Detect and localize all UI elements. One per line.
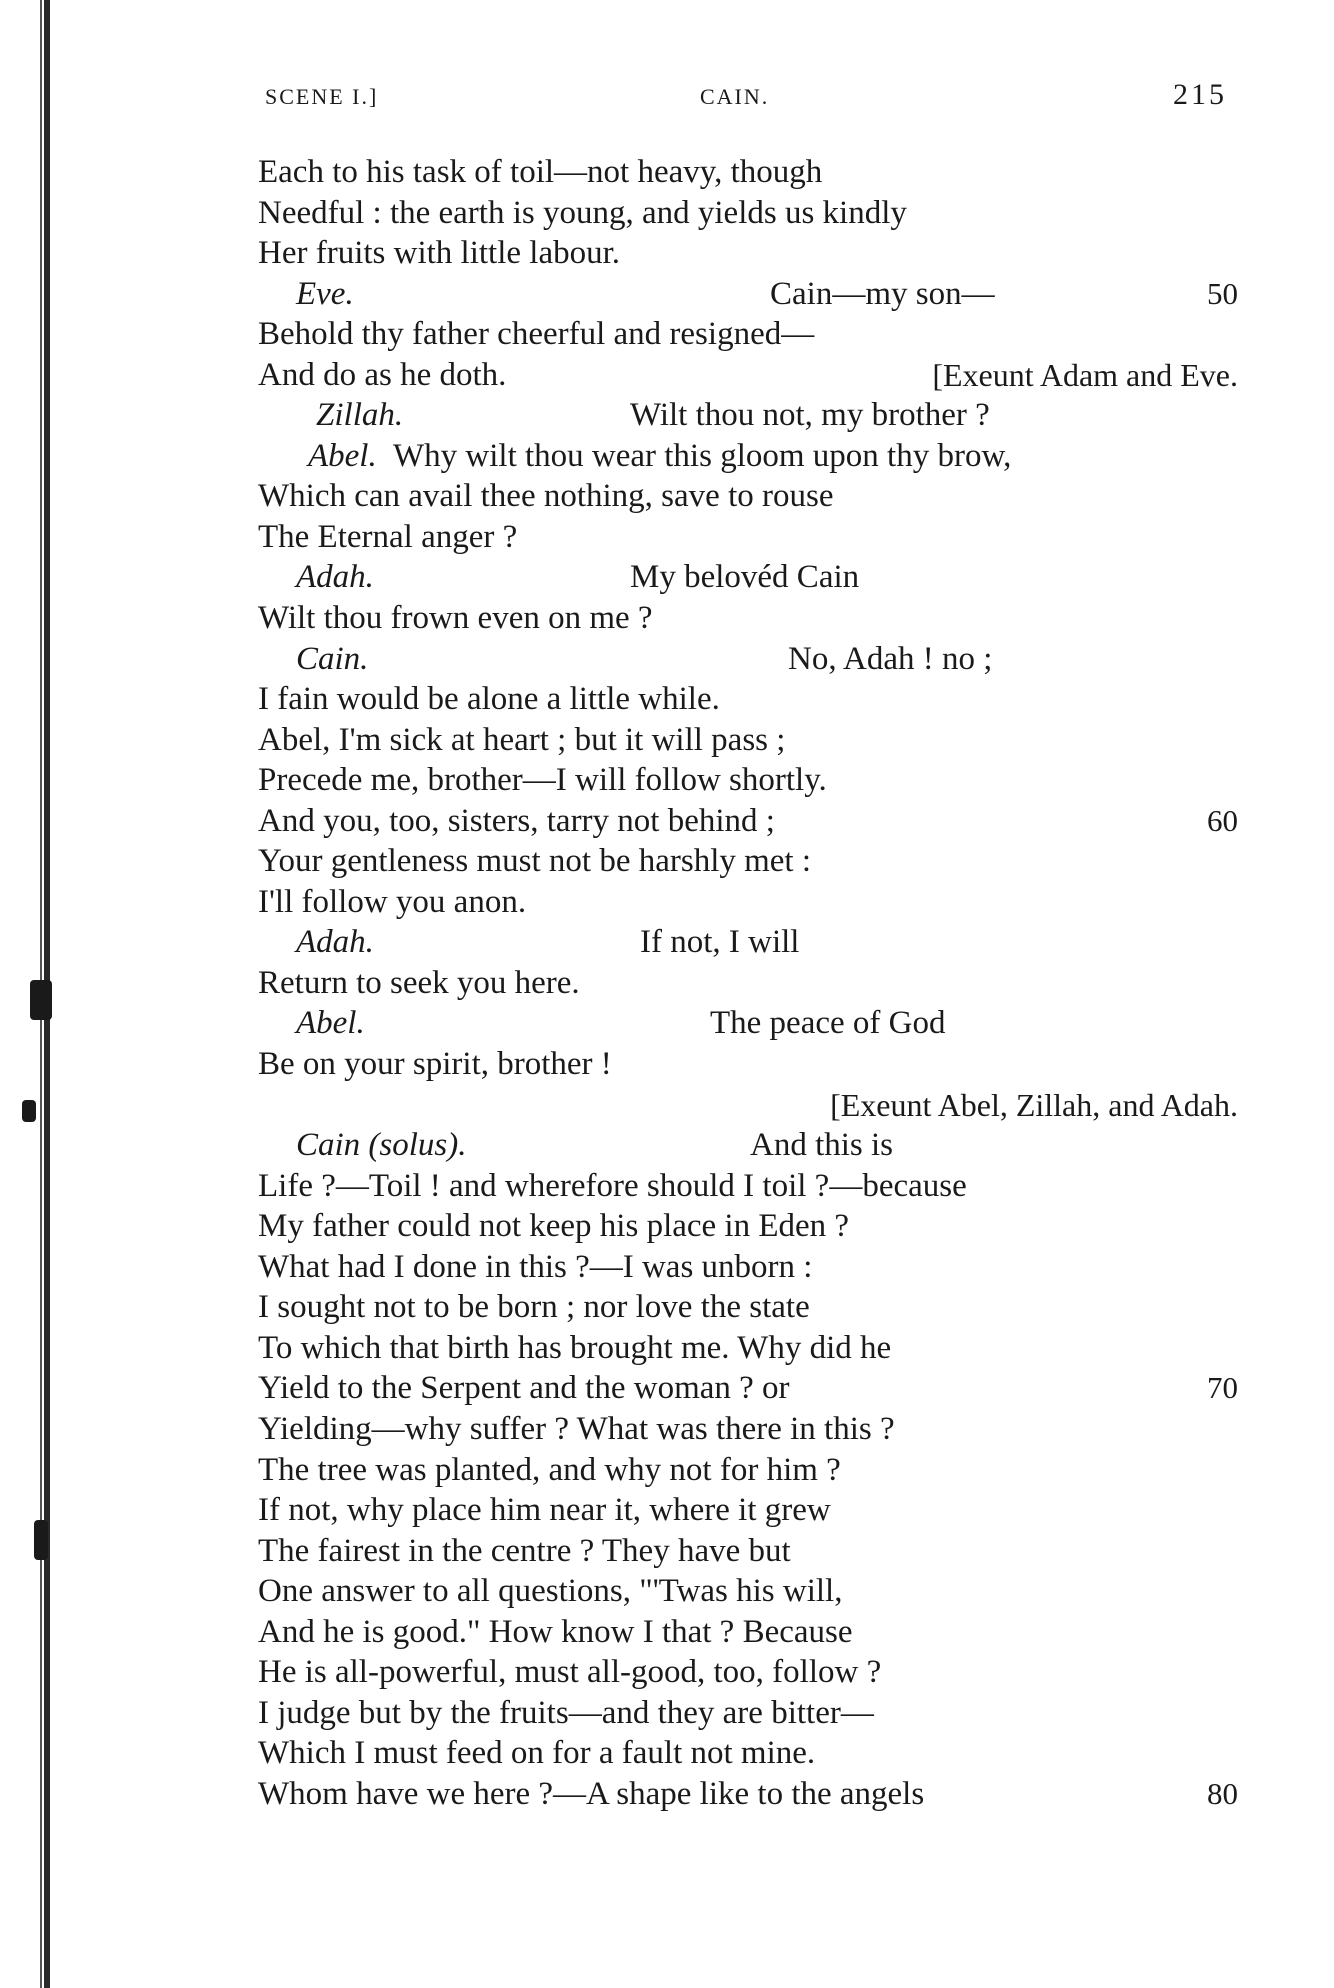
verse-line: If not, why place him near it, where it grew xyxy=(258,1492,831,1529)
verse-line: And do as he doth. [Exeunt Adam and Eve. xyxy=(258,355,1238,396)
verse-line: Your gentleness must not be harshly met : xyxy=(258,843,812,880)
ink-blot xyxy=(34,1520,48,1560)
stage-direction: [Exeunt Abel, Zillah, and Adah. xyxy=(830,1086,1238,1123)
verse-line: To which that birth has brought me. Why did he xyxy=(258,1329,892,1366)
verse-line: Eve. Cain—my son— 50 xyxy=(258,274,1238,315)
speaker-name: Eve. xyxy=(296,275,354,312)
verse-line: Yielding—why suffer ? What was there in this ? xyxy=(258,1410,895,1447)
verse-line: I'll follow you anon. xyxy=(258,883,527,920)
speaker-name: Zillah. xyxy=(316,397,404,434)
verse-line: Adah. My belovéd Cain xyxy=(258,557,1238,598)
verse-line: Zillah. Wilt thou not, my brother ? xyxy=(258,395,1238,436)
line-number: 80 xyxy=(1207,1775,1238,1811)
verse-line: Which can avail thee nothing, save to rouse xyxy=(258,478,834,515)
verse-line: My father could not keep his place in Eden ? xyxy=(258,1208,850,1245)
verse-line: Her fruits with little labour. xyxy=(258,235,621,272)
ink-blot xyxy=(30,980,52,1020)
verse-line: Cain. No, Adah ! no ; xyxy=(258,639,1238,680)
verse-line: Behold thy father cheerful and resigned— xyxy=(258,316,815,353)
verse-line: And he is good." How know I that ? Because xyxy=(258,1613,853,1650)
verse-line: Life ?—Toil ! and wherefore should I toil ?—because xyxy=(258,1167,967,1204)
verse-line: Whom have we here ?—A shape like to the angels 80 xyxy=(258,1774,1238,1815)
verse-line: Cain (solus). And this is xyxy=(258,1125,1238,1166)
verse-line: Which I must feed on for a fault not mine. xyxy=(258,1735,816,1772)
line-number: 60 xyxy=(1207,802,1238,838)
running-header xyxy=(265,78,1227,118)
stage-direction: [Exeunt Adam and Eve. xyxy=(932,356,1238,393)
verse-line: I fain would be alone a little while. xyxy=(258,681,720,718)
speaker-name: Adah. xyxy=(296,924,374,961)
speaker-name: Adah. xyxy=(296,559,374,596)
play-title: CAIN. xyxy=(700,84,770,109)
speaker-name: Abel. xyxy=(296,1005,365,1042)
verse-line: Abel, I'm sick at heart ; but it will pass ; xyxy=(258,721,786,758)
verse-line: The Eternal anger ? xyxy=(258,518,518,555)
verse-line: What had I done in this ?—I was unborn : xyxy=(258,1248,813,1285)
verse-line: Abel. Why wilt thou wear this gloom upon thy brow, xyxy=(258,436,1238,477)
verse-line: Adah. If not, I will xyxy=(258,922,1238,963)
verse-text xyxy=(258,152,1238,1814)
verse-line: And you, too, sisters, tarry not behind ; 60 xyxy=(258,801,1238,842)
verse-line: The tree was planted, and why not for him ? xyxy=(258,1451,841,1488)
verse-line: Wilt thou frown even on me ? xyxy=(258,600,653,637)
verse-line: I sought not to be born ; nor love the state xyxy=(258,1289,810,1326)
speaker-name: Cain (solus). xyxy=(296,1127,467,1164)
page-number: 215 xyxy=(1173,78,1227,111)
speaker-name: Abel. xyxy=(308,437,377,474)
verse-line: Abel. The peace of God xyxy=(258,1003,1238,1044)
verse-line: Needful : the earth is young, and yields us kindly xyxy=(258,194,907,231)
line-number: 50 xyxy=(1207,275,1238,311)
verse-line: I judge but by the fruits—and they are bitter— xyxy=(258,1694,874,1731)
ink-blot xyxy=(22,1100,36,1122)
line-number: 70 xyxy=(1207,1370,1238,1406)
speaker-name: Cain. xyxy=(296,640,369,677)
verse-line: Each to his task of toil—not heavy, though xyxy=(258,154,823,190)
verse-line: One answer to all questions, "'Twas his will, xyxy=(258,1573,843,1610)
verse-line xyxy=(258,1085,1238,1126)
verse-line: Return to seek you here. xyxy=(258,964,580,1001)
verse-line: The fairest in the centre ? They have but xyxy=(258,1532,791,1569)
verse-line: Yield to the Serpent and the woman ? or 70 xyxy=(258,1368,1238,1409)
scene-label: SCENE I.] xyxy=(265,84,379,109)
verse-line: Precede me, brother—I will follow shortly. xyxy=(258,762,827,799)
verse-line: He is all-powerful, must all-good, too, follow ? xyxy=(258,1654,882,1691)
verse-line: Be on your spirit, brother ! xyxy=(258,1046,612,1083)
